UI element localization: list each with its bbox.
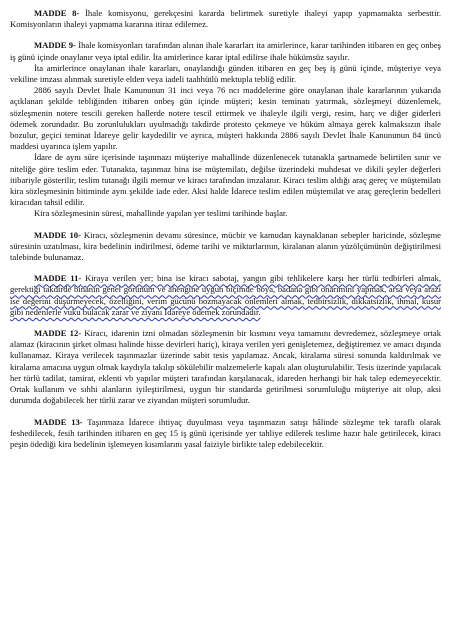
article-10-text-1: Kiracı, sözleşmenin devamı süresince, mücbir ve kamudan kaynaklanan sebepler haricinde, sözleşme süresinin uzatılması, kira bedelinin indirilmesi, ödeme tarihi ve miktarlarının, kiralanan alanın yüzölçümünün değiştirilmesi talebinde bulunamaz. xyxy=(10,229,441,263)
article-10 xyxy=(10,230,441,264)
article-11 xyxy=(10,273,441,318)
article-9 xyxy=(10,40,441,219)
article-13 xyxy=(10,417,441,451)
article-9-paragraph-3: 2886 sayılı Devlet İhale Kanununun 31 inci veya 76 ncı maddelerine göre onaylanan ihale kararlarının yukarıda açıklanan şekilde tebliğinden itibaren onbeş gün içinde müşteri; kesin teminatı yatırmak, sözleşmeyi düzenlemek, sözleşmenin notere tescili gereken hallerde notere tescil ettirmek ve ihaleyle ilgili vergi, resim, harç ve diğer giderleri ödemek zorundadır. Bu zorunlulukları uyulmadığı takdirde protesto çekmeye ve hüküm almaya gerek kalmaksızın ihale bozulur, geçici teminat İdareye gelir kaydedilir ve ayrıca, müşteri hakkında 2886 sayılı Devlet İhale Kanununun 84 üncü maddesi uyarınca işlem yapılır. xyxy=(10,85,441,152)
article-8-text-1: İhale komisyonu, gerekçesini kararda belirtmek suretiyle ihaleyi yapıp yapmamakta serbesttir. Komisyonların ihaleyi yapmama kararına itiraz edilemez. xyxy=(10,8,441,30)
article-8-heading: MADDE 8- xyxy=(34,8,80,18)
article-10-paragraph-1 xyxy=(10,230,441,264)
article-9-paragraph-5: Kira sözleşmesinin süresi, mahallinde yapılan yer teslimi tarihinde başlar. xyxy=(34,208,288,219)
article-11-paragraph-1 xyxy=(10,273,441,318)
article-10-heading: MADDE 10- xyxy=(34,229,81,240)
article-13-heading: MADDE 13- xyxy=(34,416,83,427)
article-12-paragraph-1 xyxy=(10,328,441,406)
article-8 xyxy=(10,8,441,30)
article-9-text-1: İhale komisyonları tarafından alınan ihale kararları ita amirlerince, karar tarihinden itibaren en geç onbeş iş günü içinde onaylanır veya iptal edilir. İta amirlerince karar iptal edilirse ihale hükümsüz sayılır. xyxy=(10,40,441,62)
article-11-text-1: Kiraya verilen yer; bina ise kiracı sabotaj, yangın gibi tehlikelere karşı her türlü tedbirleri almak, gerektiği takdirde binanın genel görünüm ve ahengine uygun biçimde boya, badana gibi onarımını yapmak, arsa veya arazi ise değerini düşürmeyecek, özelliğini, verim gücünü bozmayacak önlemleri almak, tedbirsizlik, dikkatsizlik, ihmal, kusur gibi nedenlerle vuku bulacak zarar ve ziyanı İdareye ödemek zorundadır. xyxy=(10,273,441,317)
article-8-paragraph-1 xyxy=(10,8,441,30)
article-9-paragraph-2: İta amirlerince onaylanan ihale kararları, onaylandığı günden itibaren en geç beş iş günü içinde, müşteriye veya vekiline imzası alınmak suretiyle elden veya iadeli taahhütlü mektupla tebliğ edilir. xyxy=(10,62,441,85)
article-9-heading: MADDE 9- xyxy=(34,40,76,51)
article-9-paragraph-4: İdare de aynı süre içerisinde taşınmazı müşteriye mahallinde düzenlenecek tutanakla şartnamede belirtilen sınır ve niteliğe göre teslim eder. Tutanakta, taşınmaz bina ise müştemilatı, değilse üzerindeki muhdesat ve dikili şeyler değerleri itibariyle gösterilir, teslim tutanağı ilgili memur ve kiracı tarafından imzalanır. Kiracı teslim aldığı araç gereç ve müştemilatı kira sözleşmesinin bitiminde aynı şekilde iade eder. Aksi halde İdarece teslim edilen müştemilat ve araç gereçlerin bedelleri kiracıdan tahsil edilir. xyxy=(10,152,441,208)
article-9-paragraph-1 xyxy=(10,40,441,62)
article-12-heading: MADDE 12- xyxy=(34,328,82,339)
article-12 xyxy=(10,328,441,406)
article-13-text-1: Taşınmaza İdarece ihtiyaç duyulması veya taşınmazın satışı hâlinde sözleşme tek taraflı olarak feshedilecek, fesih tarihinden itibaren en geç 15 iş günü içerisinde yer tahliye edilerek teslime hazır hale getirilecek, kiracı peşin ödediği kira bedelinin işlemeyen kısımlarını yasal faiziyle birlikte talep edebilecektir. xyxy=(10,416,441,449)
article-12-text-1: Kiracı, idarenin izni olmadan sözleşmenin bir kısmını veya tamamını devredemez, sözleşmeye ortak alamaz (kiracının şirket olması halinde hisse devirleri hariç), kiraya verilen yeri genişletemez, değiştiremez ve amacı dışında kullanamaz. Kiraya verilecek taşınmazlar üzerinde sabit tesis yapılamaz. Ancak, kiralama süresi sonunda kaldırılmak ve kiralama amacına uygun olmak kaydıyla takılıp sökülebilir malzemelerle kapalı alan oluşturulabilir. Tesis üzerinde yapılacak her türlü tadilat, tamirat, eklenti vb yapılar müşteri tarafından karşılanacak, idareden herhangi bir hak talep edemeyecektir. Ortak kullanım ve sıhhi alanların iyileştirilmesi, uygun bir standarda getirilmesi sorumluluğu müşteriye ait olup, aksi durumda doğabilecek her türlü zarar ve ziyandan müşteri sorumludur. xyxy=(10,328,441,406)
article-13-paragraph-1 xyxy=(10,417,441,451)
article-11-heading: MADDE 11- xyxy=(34,273,82,284)
